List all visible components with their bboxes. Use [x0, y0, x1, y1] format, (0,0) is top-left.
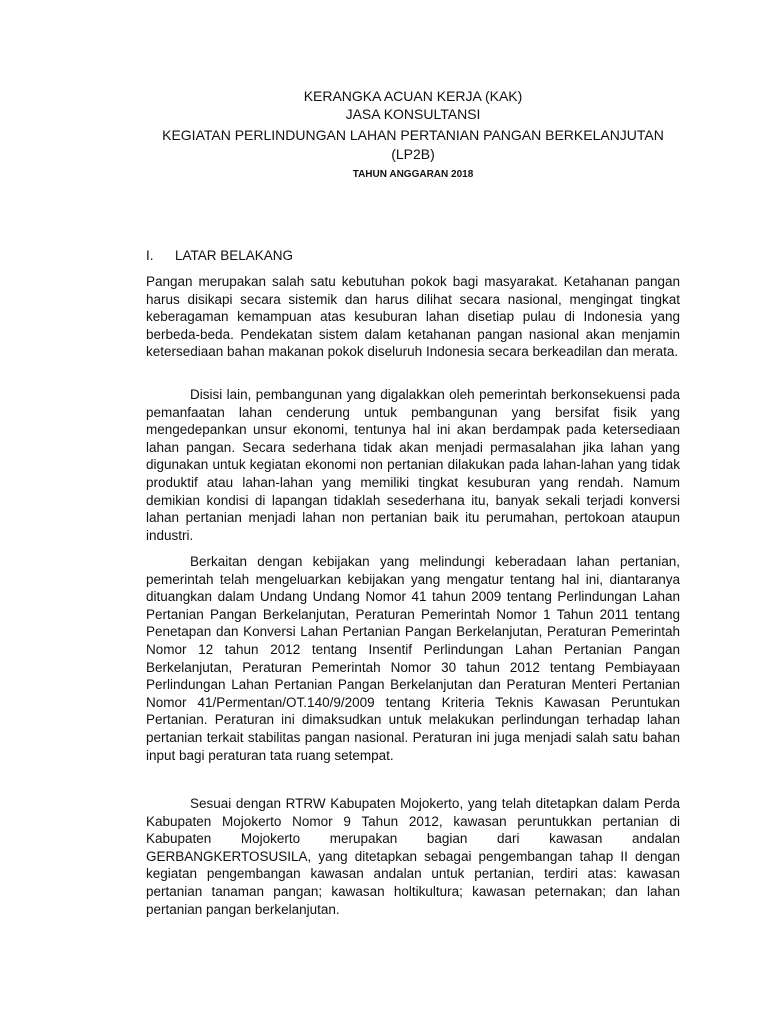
- doc-title-line-2: JASA KONSULTANSI: [345, 106, 481, 122]
- paragraph-4: Sesuai dengan RTRW Kabupaten Mojokerto, yang telah ditetapkan dalam Perda Kabupaten Mojokerto Nomor 9 Tahun 2012, kawasan peruntukkan pertanian di Kabupaten Mojokerto merupakan bagian dari kawasan andalan GERBANGKERTOSUSILA, yang ditetapkan sebagai pengembangan tahap II dengan kegiatan pengembangan kawasan andalan untuk pertanian, terdiri atas: kawasan pertanian tanaman pangan; kawasan holtikultura; kawasan peternakan; dan lahan pertanian pangan berkelanjutan.: [146, 796, 680, 917]
- doc-title-line-1: KERANGKA ACUAN KERJA (KAK): [303, 88, 523, 104]
- paragraph-2: Disisi lain, pembangunan yang digalakkan oleh pemerintah berkonsekuensi pada pemanfaatan lahan cenderung untuk pembangunan yang bersifat fisik yang mengedepankan unsur ekonomi, tentunya hal ini akan berdampak pada ketersediaan lahan pangan. Secara sederhana tidak akan menjadi permasalahan jika lahan yang digunakan untuk kegiatan ekonomi non pertanian dilakukan pada lahan-lahan yang tidak produktif atau lahan-lahan yang memiliki tingkat kesuburan yang rendah. Namum demikian kondisi di lapangan tidaklah sesederhana itu, banyak sekali terjadi konversi lahan pertanian menjadi lahan non pertanian baik itu perumahan, pertokoan ataupun industri.: [146, 387, 680, 543]
- doc-fiscal-year: TAHUN ANGGARAN 2018: [352, 169, 474, 180]
- paragraph-3: Berkaitan dengan kebijakan yang melindungi keberadaan lahan pertanian, pemerintah telah mengeluarkan kebijakan yang mengatur tentang hal ini, diantaranya dituangkan dalam Undang Undang Nomor 41 tahun 2009 tentang Perlindungan Lahan Pertanian Pangan Berkelanjutan, Peraturan Pemerintah Nomor 1 Tahun 2011 tentang Penetapan dan Konversi Lahan Pertanian Pangan Berkelanjutan, Peraturan Pemerintah Nomor 12 tahun 2012 tentang Insentif Perlindungan Lahan Pertanian Pangan Berkelanjutan, Peraturan Pemerintah Nomor 30 tahun 2012 tentang Pembiayaan Perlindungan Lahan Pertanian Pangan Berkelanjutan dan Peraturan Menteri Pertanian Nomor 41/Permentan/OT.140/9/2009 tentang Kriteria Teknis Kawasan Peruntukan Pertanian. Peraturan ini dimaksudkan untuk melakukan perlindungan terhadap lahan pertanian terkait stabilitas pangan nasional. Peraturan ini juga menjadi salah satu bahan input bagi peraturan tata ruang setempat.: [146, 554, 680, 763]
- doc-title-line-3: KEGIATAN PERLINDUNGAN LAHAN PERTANIAN PANGAN BERKELANJUTAN: [162, 127, 664, 143]
- paragraph-1: Pangan merupakan salah satu kebutuhan pokok bagi masyarakat. Ketahanan pangan harus disikapi secara sistemik dan harus dilihat secara nasional, mengingat tingkat keberagaman kemampuan atas kesuburan lahan disetiap pulau di Indonesia yang berbeda-beda. Pendekatan sistem dalam ketahanan pangan nasional akan menjamin ketersediaan bahan makanan pokok diseluruh Indonesia secara berkeadilan dan merata.: [146, 274, 680, 360]
- section-title-text: LATAR BELAKANG: [175, 248, 294, 263]
- section-heading: [146, 247, 293, 265]
- section-number: I.: [146, 248, 154, 263]
- doc-title-line-4: (LP2B): [391, 146, 435, 162]
